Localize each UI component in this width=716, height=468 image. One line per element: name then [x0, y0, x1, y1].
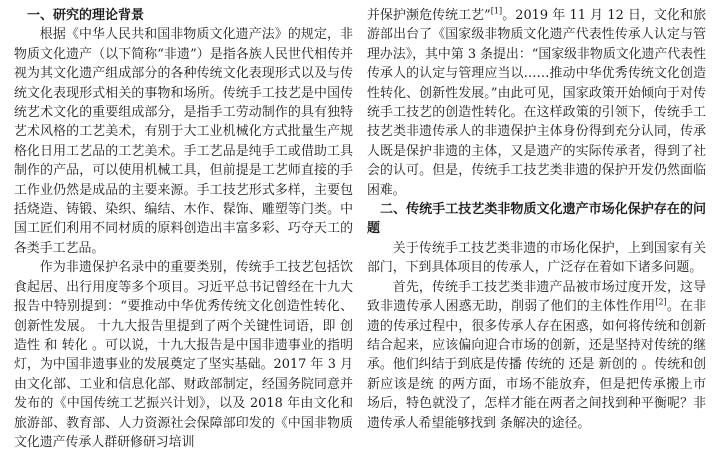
- paragraph-policy-continued: [367, 6, 706, 200]
- paragraph-text: 。2019 年 11 月 12 日，文化和旅游部出台了《国家级非物质文化遗产代表性传承人认定与管理办法》，其中第 3 条提出：“国家级非物质文化遗产代表性传承人的认定与管理应当以……推动中华优秀传统文化创造性转化、创新性发展。”由此可见，国家政策开始倾向于对传统手工技艺的创造性转化。在这样政策的引领下，传统手工技艺类非遗传承人的非遗保护主体身份得到充分认同，传承人既是保护非遗的主体，又是遗产的实际传承者，得到了社会的认可。但是，传统手工技艺类非遗的保护开发仍然面临困难。: [367, 8, 706, 198]
- paragraph-text: 并保护濒危传统工艺”: [367, 8, 491, 23]
- reference-marker: [2]: [655, 297, 667, 307]
- paragraph-policy: 作为非遗保护名录中的重要类别，传统手工技艺包括饮食起居、出行用度等多个项目。习近平总书记曾经在十九大报告中特别提到：“要推动中华优秀传统文化创造性转化、创新性发展。 十九大报告里提到了两个关键性词语，即 创造性 和 转化 。可以说，十九大报告是中国非遗事业的指明灯，为中国非遗事业的发展奠定了坚实基础。2017 年 3 月由文化部、工业和信息化部、财政部制定，经国务院同意并发布的《中国传统工艺振兴计划》，以及 2018 年由文化和旅游部、教育部、人力资源社会保障部印发的《中国非物质文化遗产传承人群研修研习培训: [14, 260, 353, 450]
- paragraph-problems-intro: 关于传统手工技艺类非遗的市场化保护，上到国家有关部门，下到具体项目的传承人，广泛存在着如下诸多问题。: [367, 240, 706, 276]
- paragraph-text: 。在非遗的传承过程中，很多传承人存在困惑，如何将传统和创新结合起来，应该偏向迎合市场的创新，还是坚持对传统的继承。他们纠结于到底是传播 传统的 还是 新创的 。传统和创新应该是统 的两方面，市场不能放弃，但是把传承搬上市场后，特色就没了，怎样才能在两者之间找到种平衡呢？非遗传承人希望能够找到 条解决的途径。: [367, 299, 707, 431]
- left-column: [14, 6, 353, 468]
- section-heading-problems: 二、传统手工技艺类非物质文化遗产市场化保护存在的问题: [367, 202, 706, 237]
- paragraph-text: 首先，传统手工技艺类非遗产品被市场过度开发，这导致非遗传承人困惑无助，削弱了他们的主体性作用: [367, 279, 706, 315]
- reference-marker: [1]: [490, 6, 503, 16]
- paragraph-definition: 根据《中华人民共和国非物质文化遗产法》的规定，非物质文化遗产（以下简称“非遗”）是指各族人民世代相传并视为其文化遗产组成部分的各种传统文化表现形式以及与传统文化表现形式相关的事物和场所。传统手工技艺是中国传统艺术文化的重要组成部分，是指手工劳动制作的具有独特艺术风格的工艺美术，有别于大工业机械化方式批量生产规格化日用工艺品的工艺美术。手工艺品是纯手工或借助工具制作的产品，可以使用机械工具，但前提是工艺师直接的手工作业仍然是成品的主要来源。手工技艺形式多样，主要包括烧造、铸锻、染织、编结、木作、髹饰、雕塑等门类。中国工匠们利用不同材质的原料创造出丰富多彩、巧夺天工的各类手工艺品。: [14, 27, 353, 256]
- section-heading-theory: 一、研究的理论背景: [27, 8, 145, 23]
- right-column: [367, 6, 706, 468]
- paragraph-first-problem: [367, 278, 706, 433]
